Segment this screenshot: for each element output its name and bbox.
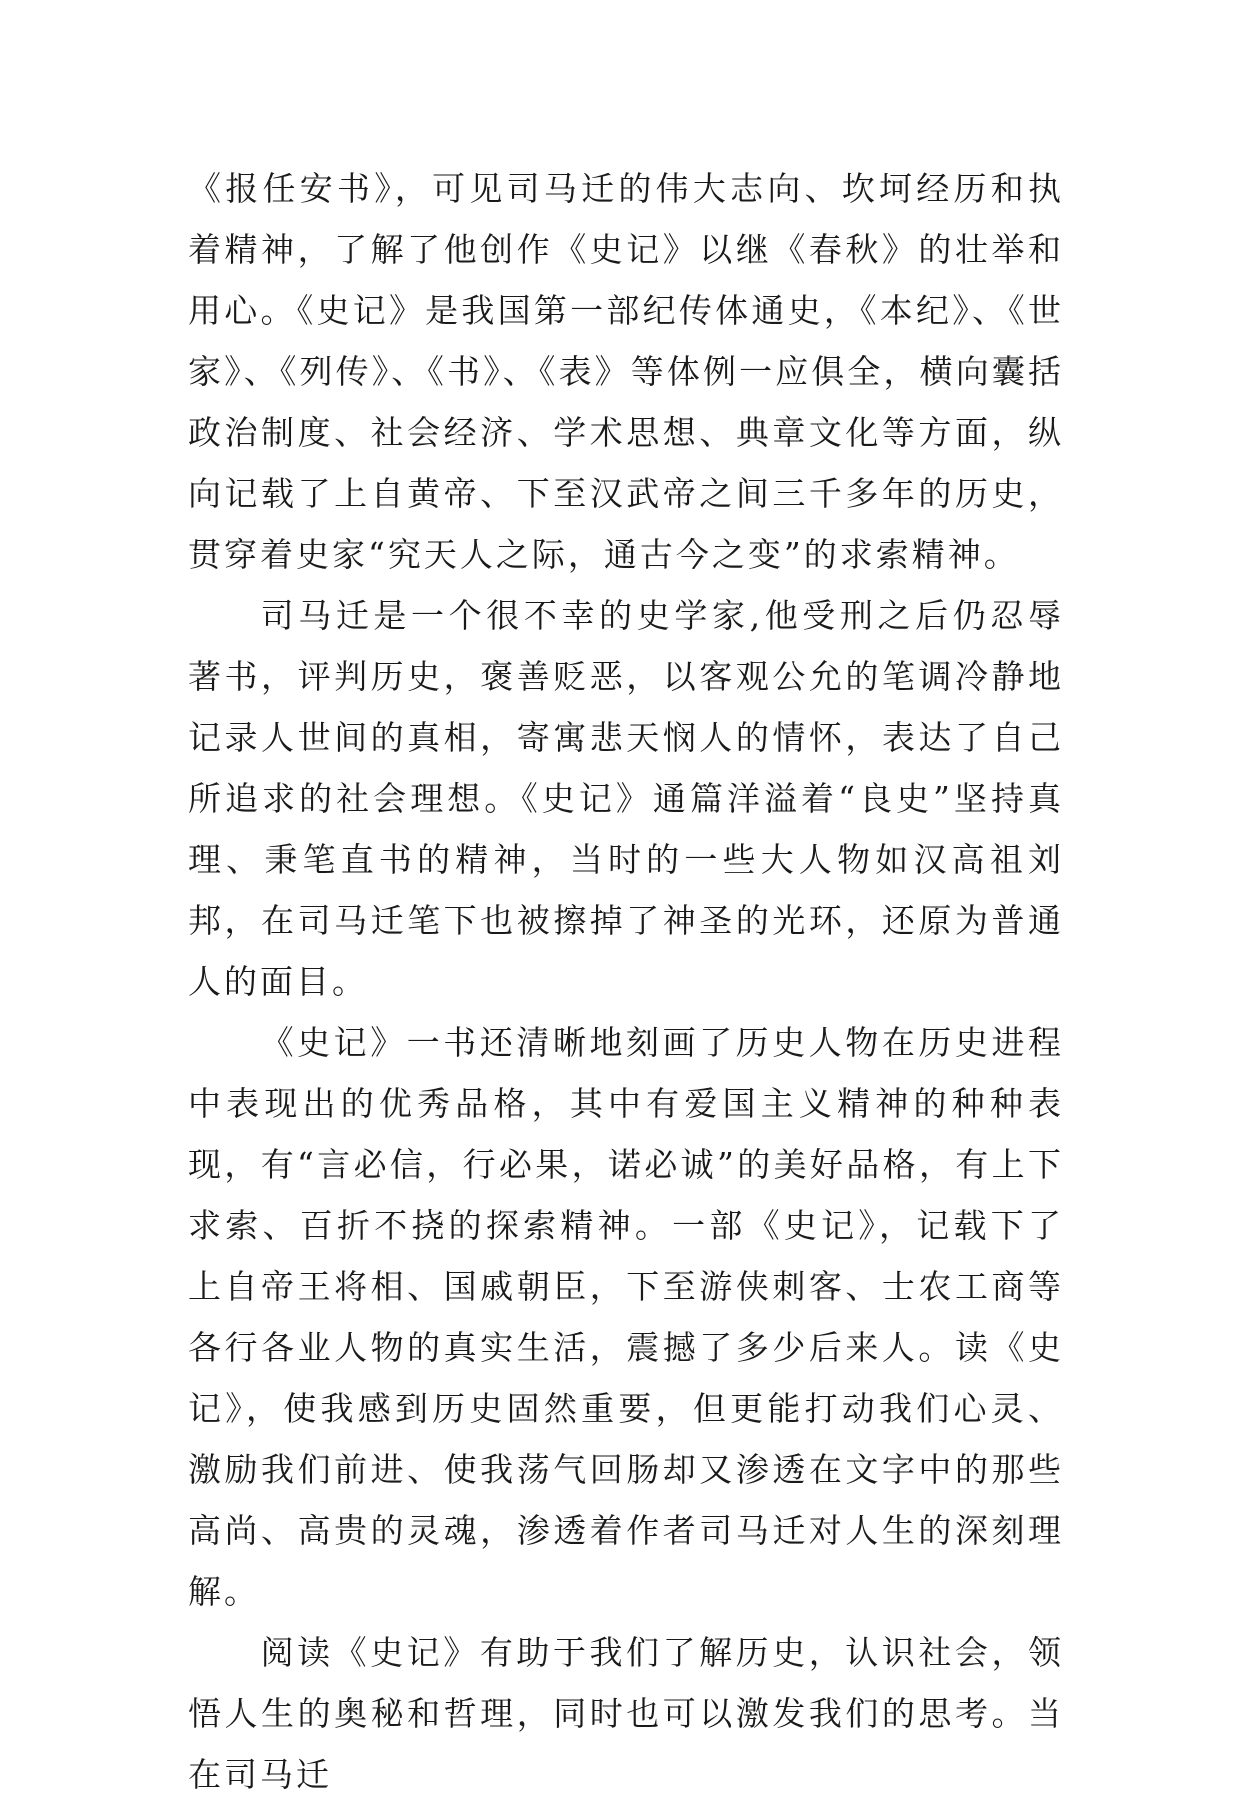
paragraph: 阅读《史记》有助于我们了解历史，认识社会，领悟人生的奥秘和哲理，同时也可以激发我们的思考。当在司马迁 bbox=[188, 1633, 1064, 1794]
paragraph: 司马迁是一个很不幸的史学家,他受刑之后仍忍辱著书，评判历史，褒善贬恶，以客观公允的笔调冷静地记录人世间的真相，寄寓悲天悯人的情怀，表达了自己所追求的社会理想。《史记》通篇洋溢着“良史”坚持真理、秉笔直书的精神，当时的一些大人物如汉高祖刘邦，在司马迁笔下也被擦掉了神圣的光环，还原为普通人的面目。 bbox=[188, 596, 1064, 1001]
paragraph: 《史记》一书还清晰地刻画了历史人物在历史进程中表现出的优秀品格，其中有爱国主义精神的种种表现，有“言必信，行必果，诺必诚”的美好品格，有上下求索、百折不挠的探索精神。一部《史记》，记载下了上自帝王将相、国戚朝臣，下至游侠刺客、士农工商等各行各业人物的真实生活，震撼了多少后来人。读《史记》，使我感到历史固然重要，但更能打动我们心灵、激励我们前进、使我荡气回肠却又渗透在文字中的那些高尚、高贵的灵魂，渗透着作者司马迁对人生的深刻理解。 bbox=[188, 1023, 1064, 1611]
paragraph-continued: 《报任安书》，可见司马迁的伟大志向、坎坷经历和执着精神，了解了他创作《史记》以继《春秋》的壮举和用心。《史记》是我国第一部纪传体通史，《本纪》、《世家》、《列传》、《书》、《表》等体例一应俱全，横向囊括政治制度、社会经济、学术思想、典章文化等方面，纵向记载了上自黄帝、下至汉武帝之间三千多年的历史，贯穿着史家“究天人之际，通古今之变”的求索精神。 bbox=[188, 169, 1064, 574]
body-text bbox=[188, 158, 1064, 1805]
